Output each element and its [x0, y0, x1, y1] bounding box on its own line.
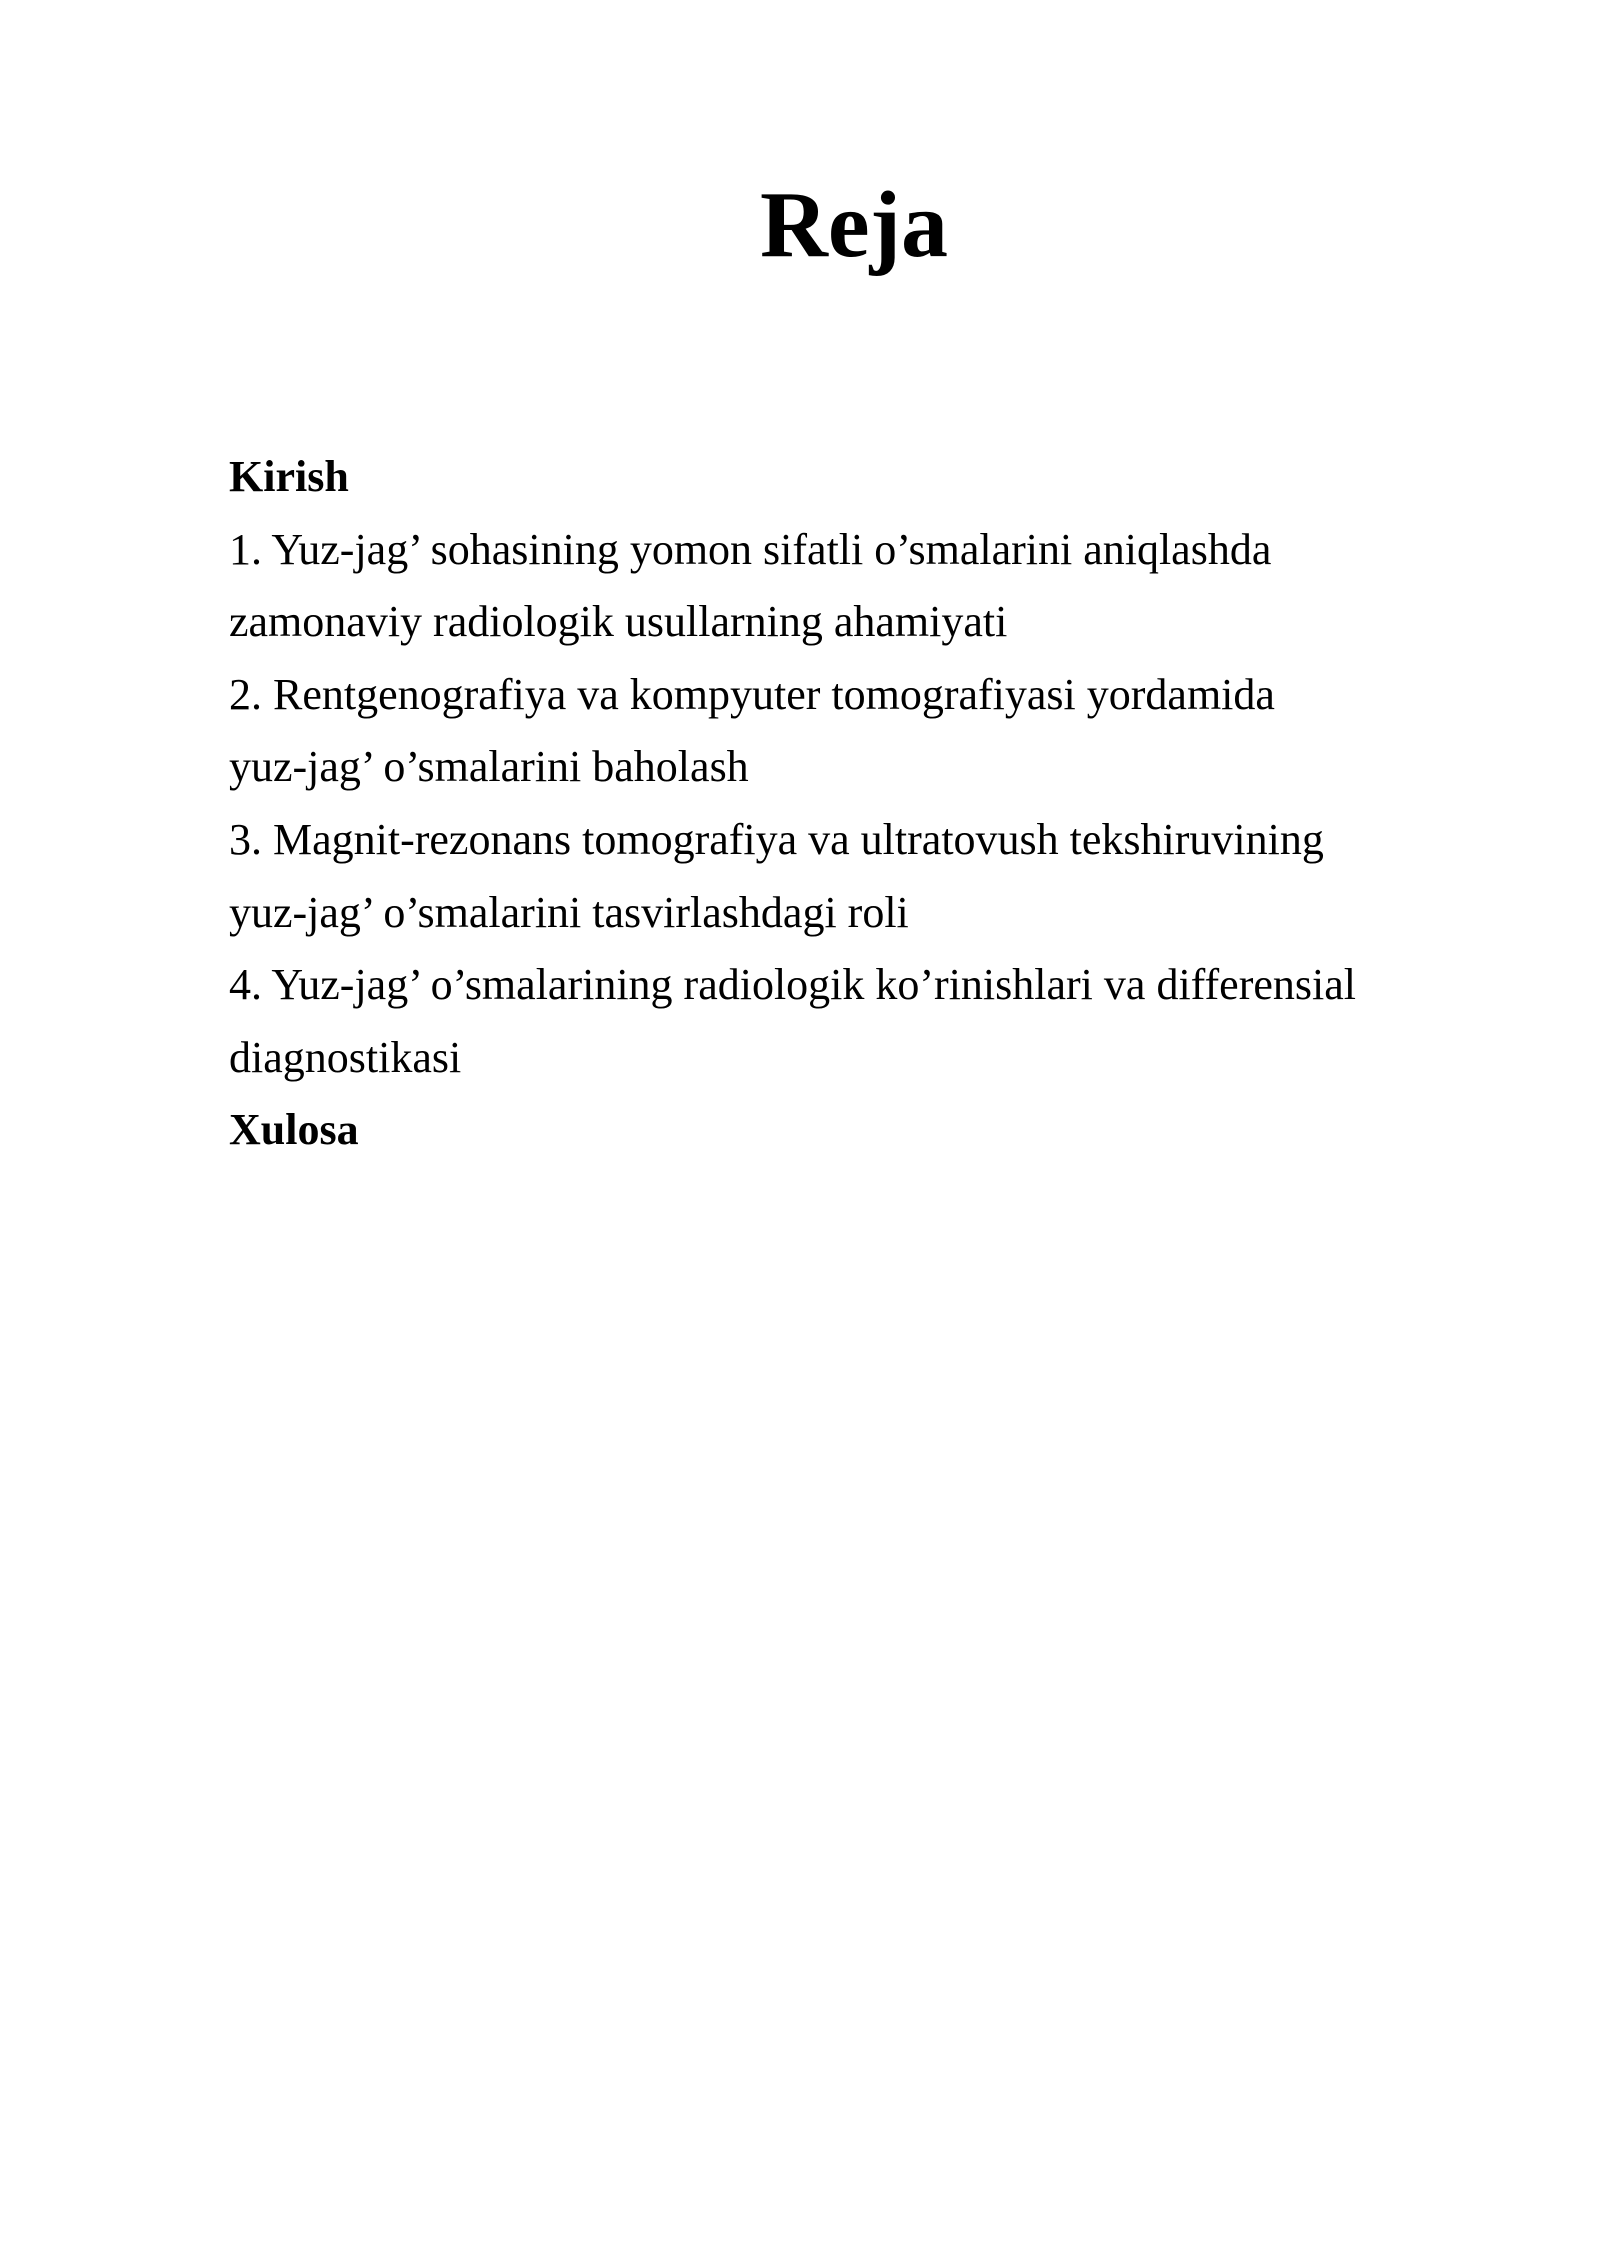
plan-item-1-line-2: zamonaviy radiologik usullarning ahamiyati [229, 597, 1008, 647]
plan-item-3-line-2: yuz-jag’ o’smalarini tasvirlashdagi roli [229, 887, 909, 937]
plan-list [229, 441, 1469, 1167]
intro-heading: Kirish [229, 452, 349, 501]
plan-item-2-line-2: yuz-jag’ o’smalarini baholash [229, 742, 749, 792]
plan-item-4-line-1: 4. Yuz-jag’ o’smalarining radiologik ko’rinishlari va differensial [229, 960, 1356, 1010]
plan-item-3-line-1: 3. Magnit-rezonans tomografiya va ultratovush tekshiruvining [229, 814, 1324, 864]
plan-item-4-line-2: diagnostikasi [229, 1032, 462, 1082]
plan-item-1-line-1: 1. Yuz-jag’ sohasining yomon sifatli o’smalarini aniqlashda [229, 524, 1272, 574]
plan-item-2-line-1: 2. Rentgenografiya va kompyuter tomografiyasi yordamida [229, 669, 1275, 719]
page-title: Reja [760, 173, 948, 277]
conclusion-heading: Xulosa [229, 1105, 359, 1155]
